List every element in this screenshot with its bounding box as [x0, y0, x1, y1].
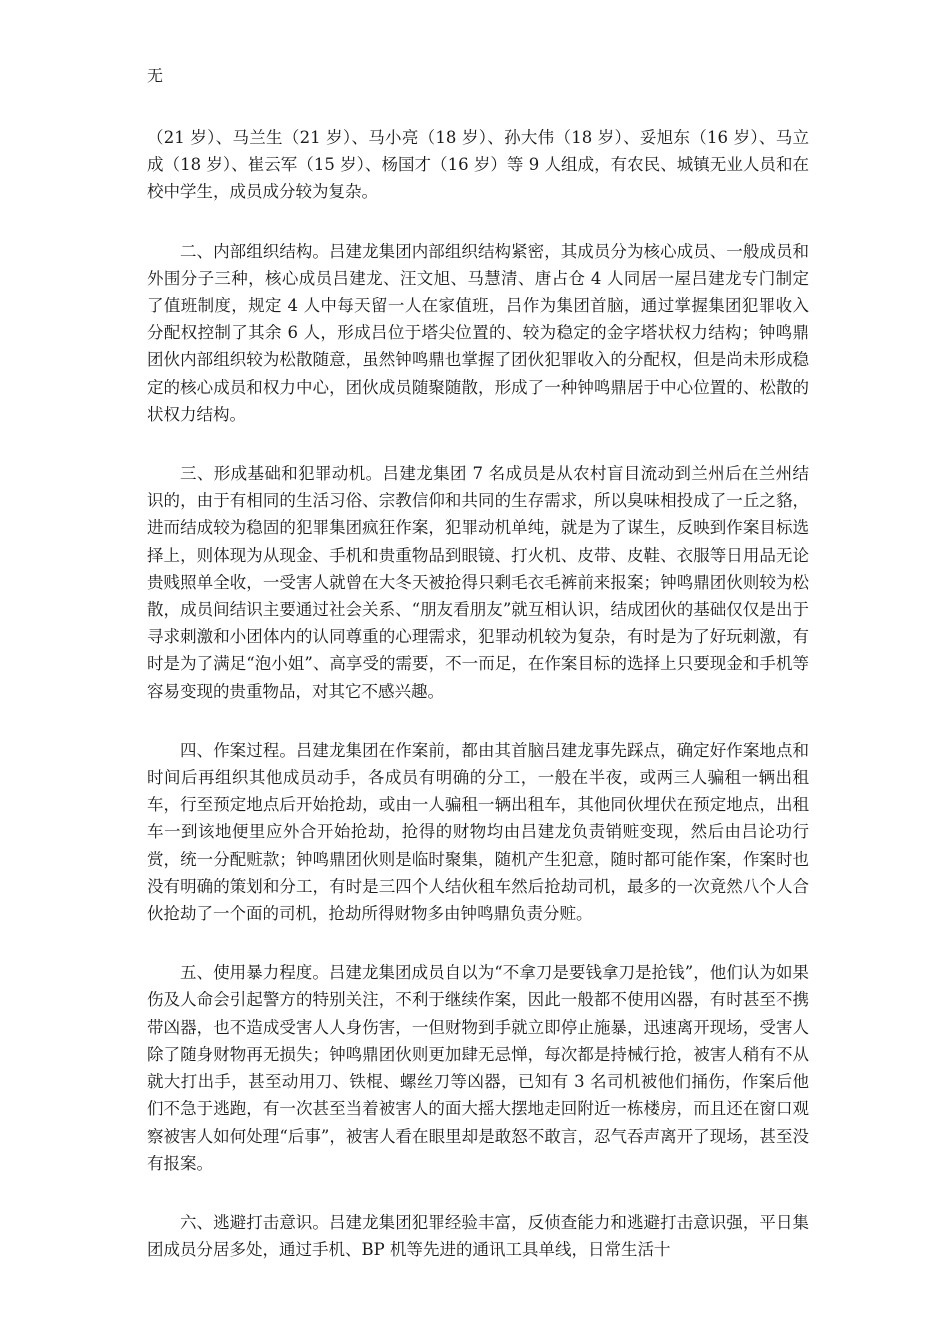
paragraph-members-list: （21 岁）、马兰生（21 岁）、马小亮（18 岁）、孙大伟（18 岁）、妥旭东（16 岁）、马立成（18 岁）、崔云军（15 岁）、杨国才（16 岁）等 9 人组成，有农民、城镇无业人员和在校中学生，成员成分较为复杂。: [147, 128, 809, 202]
paragraph-crime-process: 四、作案过程。吕建龙集团在作案前，都由其首脑吕建龙事先踩点，确定好作案地点和时间后再组织其他成员动手，各成员有明确的分工，一般在半夜，或两三人骗租一辆出租车，行至预定地点后开始抢劫，或由一人骗租一辆出租车，其他同伙埋伏在预定地点，出租车一到该地便里应外合开始抢劫，抢得的财物均由吕建龙负责销赃变现，然后由吕论功行赏，统一分配赃款；钟鸣鼎团伙则是临时聚集，随机产生犯意，随时都可能作案，作案时也没有明确的策划和分工，有时是三四个人结伙租车然后抢劫司机，最多的一次竟然八个人合伙抢劫了一个面的司机，抢劫所得财物多由钟鸣鼎负责分赃。: [147, 740, 809, 924]
page-header: 无: [147, 66, 164, 85]
paragraph-organization-structure: 二、内部组织结构。吕建龙集团内部组织结构紧密，其成员分为核心成员、一般成员和外围分子三种，核心成员吕建龙、汪文旭、马慧清、唐占仓 4 人同居一屋吕建龙专门制定了值班制度，规定 4 人中每天留一人在家值班，吕作为集团首脑，通过掌握集团犯罪收入分配权控制了其余 6 人，形成吕位于塔尖位置的、较为稳定的金字塔状权力结构；钟鸣鼎团伙内部组织较为松散随意，虽然钟鸣鼎也掌握了团伙犯罪收入的分配权，但是尚未形成稳定的核心成员和权力中心，团伙成员随聚随散，形成了一种钟鸣鼎居于中心位置的、松散的状权力结构。: [147, 241, 809, 424]
document-body: [147, 124, 809, 1295]
paragraph-evasion-awareness: 六、逃避打击意识。吕建龙集团犯罪经验丰富，反侦查能力和逃避打击意识强，平日集团成员分居多处，通过手机、BP 机等先进的通讯工具单线，日常生活十: [147, 1212, 809, 1260]
paragraph-violence-level: 五、使用暴力程度。吕建龙集团成员自以为“不拿刀是要钱拿刀是抢钱”，他们认为如果伤及人命会引起警方的特别关注，不利于继续作案，因此一般都不使用凶器，有时甚至不携带凶器，也不造成受害人人身伤害，一但财物到手就立即停止施暴，迅速离开现场，受害人除了随身财物再无损失；钟鸣鼎团伙则更加肆无忌惮，每次都是持械行抢，被害人稍有不从就大打出手，甚至动用刀、铁棍、螺丝刀等凶器，已知有 3 名司机被他们捅伤，作案后他们不急于逃跑，有一次甚至当着被害人的面大摇大摆地走回附近一栋楼房，而且还在窗口观察被害人如何处理“后事”，被害人看在眼里却是敢怒不敢言，忍气吞声离开了现场，甚至没有报案。: [147, 963, 809, 1173]
paragraph-formation-motive: 三、形成基础和犯罪动机。吕建龙集团 7 名成员是从农村盲目流动到兰州后在兰州结识的，由于有相同的生活习俗、宗教信仰和共同的生存需求，所以臭味相投成了一丘之貉，进而结成较为稳固的犯罪集团疯狂作案，犯罪动机单纯，就是为了谋生，反映到作案目标选择上，则体现为从现金、手机和贵重物品到眼镜、打火机、皮带、皮鞋、衣服等日用品无论贵贱照单全收，一受害人就曾在大冬天被抢得只剩毛衣毛裤前来报案；钟鸣鼎团伙则较为松散，成员间结识主要通过社会关系、“朋友看朋友”就互相认识，结成团伙的基础仅仅是出于寻求刺激和小团体内的认同尊重的心理需求，犯罪动机较为复杂，有时是为了好玩刺激，有时是为了满足“泡小姐”、高享受的需要，不一而足，在作案目标的选择上只要现金和手机等容易变现的贵重物品，对其它不感兴趣。: [147, 464, 809, 701]
